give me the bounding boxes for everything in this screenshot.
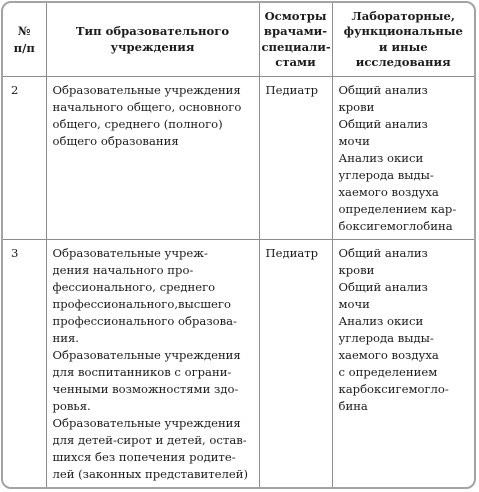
cell-line: Анализ окиси (338, 151, 424, 165)
header-line: и иные (378, 39, 428, 54)
institution-type-cell (46, 240, 259, 488)
cell-line: Образовательные учреж- (52, 246, 208, 260)
header-line: Осмотры (264, 8, 327, 23)
specialist-exams-cell (259, 77, 332, 240)
cell-line: Анализ окиси (338, 314, 424, 328)
lab-studies-cell (332, 77, 474, 240)
cell-line: ния. (52, 331, 79, 345)
header-line: № (17, 23, 31, 38)
header-specialist-exams (259, 3, 332, 77)
cell-line: крови (338, 100, 375, 114)
cell-line: начального общего, основного (52, 100, 242, 114)
cell-line: лей (законных представителей) (52, 467, 249, 481)
cell-line: дения начального про- (52, 263, 194, 277)
cell-line: для воспитанников с ограни- (52, 365, 232, 379)
cell-line: для детей-сирот и детей, остав- (52, 433, 247, 447)
cell-line: определением кар- (338, 202, 457, 216)
cell-line: ченными возможностями здо- (52, 382, 239, 396)
cell-line: Образовательные учреждения (52, 416, 241, 430)
header-line: учреждения (110, 39, 195, 54)
cell-line: углерода выды- (338, 331, 434, 345)
header-line: функциональные (343, 24, 463, 38)
cell-line: общего, среднего (полного) (52, 117, 223, 131)
cell-line: мочи (338, 134, 370, 148)
table-row (3, 240, 474, 488)
cell-line: Образовательные учреждения (52, 348, 241, 362)
cell-line: Общий анализ (338, 246, 428, 260)
cell-line: шихся без попечения родите- (52, 450, 236, 464)
cell-line: карбоксигемогло- (338, 382, 449, 396)
cell-line: Педиатр (265, 83, 319, 97)
cell-line: общего образования (52, 134, 179, 148)
cell-line: фессионального, среднего (52, 280, 216, 294)
header-institution-type (46, 3, 259, 77)
cell-line: хаемого воздуха (338, 185, 439, 199)
cell-line: Общий анализ (338, 117, 428, 131)
row-number: 3 (3, 240, 46, 488)
cell-line: Педиатр (265, 246, 319, 260)
header-line: Тип образовательного (75, 24, 230, 38)
cell-line: ровья. (52, 399, 91, 413)
header-line: п/п (13, 40, 35, 55)
row-number: 2 (3, 77, 46, 240)
header-line: специали- (261, 39, 331, 54)
header-line: стами (275, 55, 316, 69)
cell-line: боксигемоглобина (338, 219, 453, 233)
header-line: врачами- (263, 24, 328, 38)
cell-line: Общий анализ (338, 83, 428, 97)
table-frame (1, 1, 476, 489)
specialist-exams-cell (259, 240, 332, 488)
header-lab-studies (332, 3, 474, 77)
header-line: Лабораторные, (351, 8, 455, 23)
header-row (3, 3, 474, 77)
cell-line: профессионального,высшего (52, 297, 231, 311)
cell-line: мочи (338, 297, 370, 311)
cell-line: Общий анализ (338, 280, 428, 294)
cell-line: углерода выды- (338, 168, 434, 182)
cell-line: Образовательные учреждения (52, 83, 241, 97)
header-number (3, 3, 46, 77)
header-line: исследования (355, 55, 451, 69)
cell-line: хаемого воздуха (338, 348, 439, 362)
cell-line: бина (338, 399, 368, 413)
cell-line: профессионального образова- (52, 314, 237, 328)
table-row (3, 77, 474, 240)
cell-line: с определением (338, 365, 438, 379)
cell-line: крови (338, 263, 375, 277)
lab-studies-cell (332, 240, 474, 488)
exam-table (3, 3, 474, 487)
institution-type-cell (46, 77, 259, 240)
